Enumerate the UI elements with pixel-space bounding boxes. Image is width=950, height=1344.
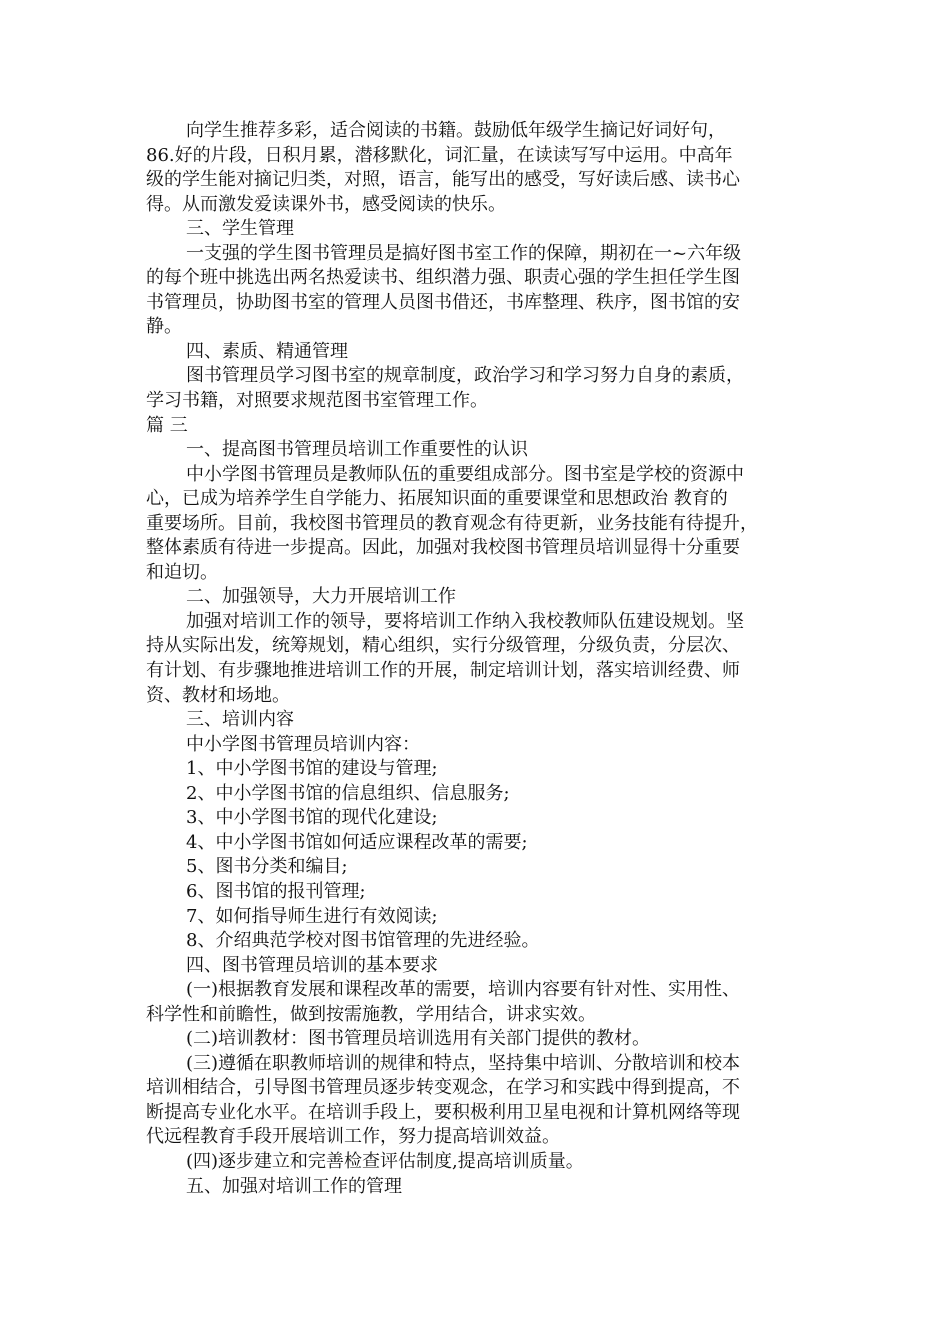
text-line: 静。 xyxy=(146,316,182,338)
text-line: 四、素质、精通管理 xyxy=(186,340,348,362)
text-line: 级的学生能对摘记归类，对照，语言，能写出的感受，写好读后感、读书心 xyxy=(146,169,740,191)
text-line: 中小学图书管理员培训内容： xyxy=(186,733,420,755)
text-line: (三)遵循在职教师培训的规律和特点，坚持集中培训、分散培训和校本 xyxy=(186,1052,741,1074)
text-line: 有计划、有步骤地推进培训工作的开展，制定培训计划，落实培训经费、师 xyxy=(146,660,740,682)
text-line: 培训相结合，引导图书管理员逐步转变观念，在学习和实践中得到提高，不 xyxy=(146,1077,740,1099)
text-line: 一支强的学生图书管理员是搞好图书室工作的保障，期初在一~六年级 xyxy=(186,242,742,264)
text-line: 8、介绍典范学校对图书馆管理的先进经验。 xyxy=(186,930,540,952)
text-line: (一)根据教育发展和课程改革的需要，培训内容要有针对性、实用性、 xyxy=(186,979,741,1001)
text-line: 资、教材和场地。 xyxy=(146,684,290,706)
text-line: (二)培训教材：图书管理员培训选用有关部门提供的教材。 xyxy=(186,1028,651,1050)
text-line: 2、中小学图书馆的信息组织、信息服务; xyxy=(186,782,510,804)
text-line: 7、如何指导师生进行有效阅读; xyxy=(186,905,438,927)
text-line: 86.好的片段，日积月累，潜移默化，词汇量，在读读写写中运用。中高年 xyxy=(146,144,733,166)
text-line: 向学生推荐多彩，适合阅读的书籍。鼓励低年级学生摘记好词好句， xyxy=(186,120,726,141)
text-line: 4、中小学图书馆如何适应课程改革的需要; xyxy=(186,831,528,853)
text-line: 重要场所。目前，我校图书管理员的教育观念有待更新，业务技能有待提升， xyxy=(146,512,758,534)
text-line: 三、培训内容 xyxy=(186,709,294,731)
text-line: 代远程教育手段开展培训工作，努力提高培训效益。 xyxy=(146,1126,560,1148)
text-line: 的每个班中挑选出两名热爱读书、组织潜力强、职责心强的学生担任学生图 xyxy=(146,267,740,289)
text-line: 五、加强对培训工作的管理 xyxy=(186,1175,402,1197)
text-line: 得。从而激发爱读课外书，感受阅读的快乐。 xyxy=(146,193,506,215)
text-line: 1、中小学图书馆的建设与管理; xyxy=(186,758,438,780)
text-line: 四、图书管理员培训的基本要求 xyxy=(186,954,438,976)
text-line: (四)逐步建立和完善检查评估制度,提高培训质量。 xyxy=(186,1150,584,1172)
text-line: 书管理员，协助图书室的管理人员图书借还，书库整理、秩序，图书馆的安 xyxy=(146,291,740,313)
text-line: 篇 三 xyxy=(146,414,188,436)
text-line: 加强对培训工作的领导，要将培训工作纳入我校教师队伍建设规划。坚 xyxy=(186,610,744,632)
text-line: 学习书籍，对照要求规范图书室管理工作。 xyxy=(146,390,488,412)
document-page xyxy=(146,119,808,1199)
text-line: 和迫切。 xyxy=(146,561,218,583)
text-line: 二、加强领导，大力开展培训工作 xyxy=(186,586,456,608)
text-line: 5、图书分类和编目; xyxy=(186,856,348,878)
text-line: 6、图书馆的报刊管理; xyxy=(186,880,366,902)
text-line: 中小学图书管理员是教师队伍的重要组成部分。图书室是学校的资源中 xyxy=(186,463,744,485)
text-line: 断提高专业化水平。在培训手段上，要积极利用卫星电视和计算机网络等现 xyxy=(146,1101,740,1123)
text-line: 心，已成为培养学生自学能力、拓展知识面的重要课堂和思想政治 教育的 xyxy=(146,488,728,510)
text-line: 一、提高图书管理员培训工作重要性的认识 xyxy=(186,439,528,461)
text-line: 三、学生管理 xyxy=(186,218,294,240)
text-line: 整体素质有待进一步提高。因此，加强对我校图书管理员培训显得十分重要 xyxy=(146,537,740,559)
text-line: 持从实际出发，统筹规划，精心组织，实行分级管理，分级负责，分层次、 xyxy=(146,635,740,657)
text-line: 图书管理员学习图书室的规章制度，政治学习和学习努力自身的素质， xyxy=(186,365,744,387)
text-line: 科学性和前瞻性，做到按需施教，学用结合，讲求实效。 xyxy=(146,1003,596,1025)
text-line: 3、中小学图书馆的现代化建设; xyxy=(186,807,438,829)
